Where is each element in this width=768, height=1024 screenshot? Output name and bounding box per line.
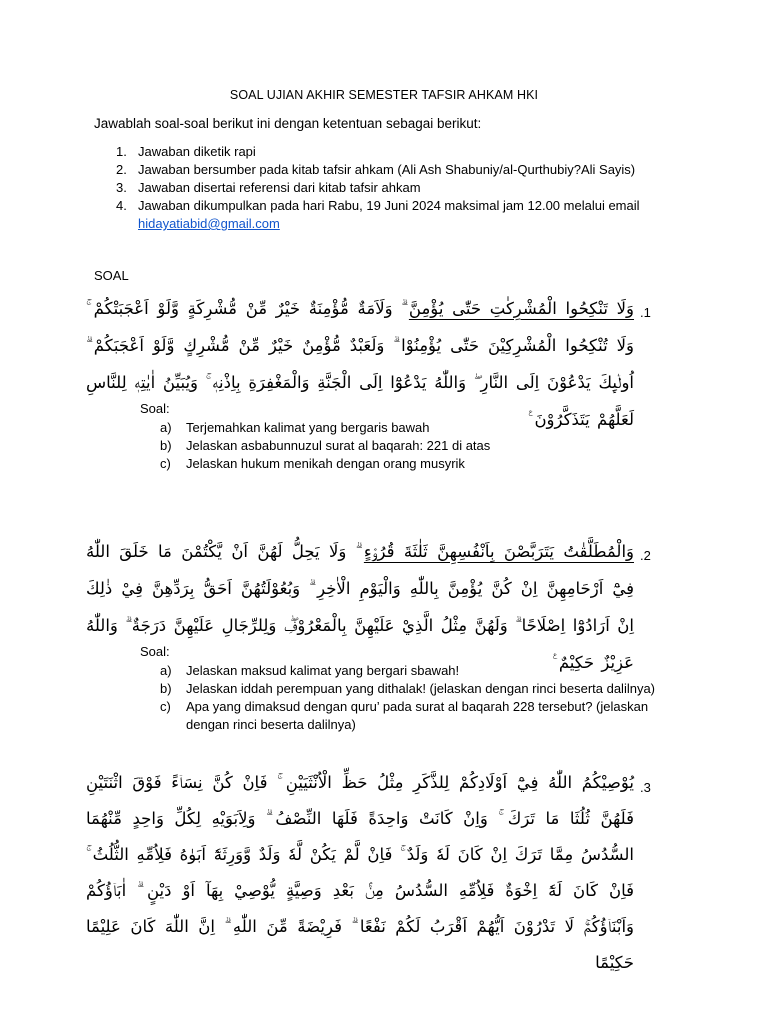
instruction-item — [116, 143, 676, 161]
question-item-letter: c) — [160, 456, 171, 471]
question-item — [160, 680, 660, 698]
question-1-verse-text: ۗ وَلَاَمَةٌ مُّؤْمِنَةٌ خَيْرٌ مِّنْ مُّشْرِكَةٍ وَّلَوْ اَعْجَبَتْكُمْ ۚ وَلَا تُنْكِحُوا الْمُشْرِكِيْنَ حَتّٰى يُؤْمِنُوْا ۗ وَلَعَبْدٌ مُّؤْمِنٌ خَيْرٌ مِّنْ مُّشْرِكٍ وَّلَوْ اَعْجَبَكُمْ ۗ اُولٰۤىِٕكَ يَدْعُوْنَ اِلَى النَّارِ ۖ وَاللّٰهُ يَدْعُوْٓا اِلَى الْجَنَّةِ وَالْمَغْفِرَةِ بِاِذْنِهٖ ۚ وَيُبَيِّنُ اٰيٰتِهٖ لِلنَّاسِ لَعَلَّهُمْ يَتَذَكَّرُوْنَ ࣖ — [86, 299, 634, 429]
instruction-item — [116, 161, 676, 179]
question-2-verse-text: ۗ وَلَا يَحِلُّ لَهُنَّ اَنْ يَّكْتُمْنَ مَا خَلَقَ اللّٰهُ فِيْٓ اَرْحَامِهِنَّ اِنْ كُنَّ يُؤْمِنَّ بِاللّٰهِ وَالْيَوْمِ الْاٰخِرِ ۗ وَبُعُوْلَتُهُنَّ اَحَقُّ بِرَدِّهِنَّ فِيْ ذٰلِكَ اِنْ اَرَادُوْٓا اِصْلَاحًا ۗ وَلَهُنَّ مِثْلُ الَّذِيْ عَلَيْهِنَّ بِالْمَعْرُوْفِۖ وَلِلرِّجَالِ عَلَيْهِنَّ دَرَجَةٌ ۗ وَاللّٰهُ عَزِيْزٌ حَكِيْمٌ ࣖ — [86, 542, 634, 672]
question-item-text: Jelaskan maksud kalimat yang bergari sbawah! — [186, 663, 460, 678]
question-item-text: Jelaskan hukum menikah dengan orang musyrik — [186, 456, 465, 471]
question-item-letter: b) — [160, 438, 172, 453]
instruction-number: 4. — [116, 198, 127, 213]
instruction-number: 3. — [116, 180, 127, 195]
question-1-soal-label: Soal: — [140, 401, 170, 416]
question-item — [160, 455, 660, 473]
instructions-list — [116, 143, 676, 233]
question-1-verse-underlined: وَلَا تَنْكِحُوا الْمُشْرِكٰتِ حَتّٰى يُؤْمِنَّ — [408, 299, 635, 318]
question-item-text: Terjemahkan kalimat yang bergaris bawah — [186, 420, 430, 435]
question-3-verse — [86, 765, 634, 981]
question-item-letter: c) — [160, 699, 171, 714]
instruction-text: Jawaban bersumber pada kitab tafsir ahkam (Ali Ash Shabuniy/al-Qurthubiy?Ali Sayis) — [138, 162, 636, 177]
instruction-text-main: Jawaban dikumpulkan pada hari Rabu, 19 Juni 2024 maksimal jam 12.00 melalui email — [138, 198, 640, 213]
question-item — [160, 419, 660, 437]
instruction-number: 2. — [116, 162, 127, 177]
instruction-text — [138, 197, 676, 233]
question-2-soal-label: Soal: — [140, 644, 170, 659]
question-item — [160, 437, 660, 455]
instruction-text: Jawaban diketik rapi — [138, 144, 256, 159]
question-item-text: Apa yang dimaksud dengan quru’ pada surat al baqarah 228 tersebut? (jelaskan dengan rinci beserta dalilnya) — [186, 699, 649, 732]
instruction-item — [116, 179, 676, 197]
question-3-number: .3 — [640, 780, 651, 795]
question-item — [160, 698, 660, 734]
question-item-text: Jelaskan asbabunnuzul surat al baqarah: 221 di atas — [186, 438, 491, 453]
question-2-number: .2 — [640, 548, 651, 563]
question-2-verse-underlined: وَالْمُطَلَّقٰتُ يَتَرَبَّصْنَ بِاَنْفُسِهِنَّ ثَلٰثَةَ قُرُوْۤءٍ — [363, 542, 634, 561]
question-item-letter: a) — [160, 663, 172, 678]
instruction-number: 1. — [116, 144, 127, 159]
question-3-verse-text: يُوْصِيْكُمُ اللّٰهُ فِيْٓ اَوْلَادِكُمْ لِلذَّكَرِ مِثْلُ حَظِّ الْاُنْثَيَيْنِ ۚ فَاِنْ كُنَّ نِسَاۤءً فَوْقَ اثْنَتَيْنِ فَلَهُنَّ ثُلُثَا مَا تَرَكَ ۚ وَاِنْ كَانَتْ وَاحِدَةً فَلَهَا النِّصْفُ ۗ وَلِاَبَوَيْهِ لِكُلِّ وَاحِدٍ مِّنْهُمَا السُّدُسُ مِمَّا تَرَكَ اِنْ كَانَ لَهٗ وَلَدٌ ۚ فَاِنْ لَّمْ يَكُنْ لَّهٗ وَلَدٌ وَّوَرِثَهٗٓ اَبَوٰهُ فَلِاُمِّهِ الثُّلُثُ ۚ فَاِنْ كَانَ لَهٗٓ اِخْوَةٌ فَلِاُمِّهِ السُّدُسُ مِنْۢ بَعْدِ وَصِيَّةٍ يُّوْصِيْ بِهَآ اَوْ دَيْنٍ ۗ اٰبَاۤؤُكُمْ وَاَبْنَاۤؤُكُمْۚ لَا تَدْرُوْنَ اَيُّهُمْ اَقْرَبُ لَكُمْ نَفْعًا ۗ فَرِيْضَةً مِّنَ اللّٰهِ ۗ اِنَّ اللّٰهَ كَانَ عَلِيْمًا حَكِيْمًا — [86, 773, 634, 972]
question-item — [160, 662, 660, 680]
question-item-letter: b) — [160, 681, 172, 696]
question-1-number: .1 — [640, 305, 651, 320]
question-1-items — [160, 419, 660, 473]
question-item-letter: a) — [160, 420, 172, 435]
question-item-text: Jelaskan iddah perempuan yang dithalak! (jelaskan dengan rinci beserta dalilnya) — [186, 681, 656, 696]
instructions-intro: Jawablah soal-soal berikut ini dengan ketentuan sebagai berikut: — [94, 116, 482, 131]
question-2-items — [160, 662, 660, 734]
instruction-item — [116, 197, 676, 233]
instruction-text: Jawaban disertai referensi dari kitab tafsir ahkam — [138, 180, 421, 195]
email-link[interactable]: hidayatiabid@gmail.com — [138, 216, 280, 231]
soal-heading: SOAL — [94, 268, 129, 283]
document-title: SOAL UJIAN AKHIR SEMESTER TAFSIR AHKAM HKI — [229, 88, 539, 102]
